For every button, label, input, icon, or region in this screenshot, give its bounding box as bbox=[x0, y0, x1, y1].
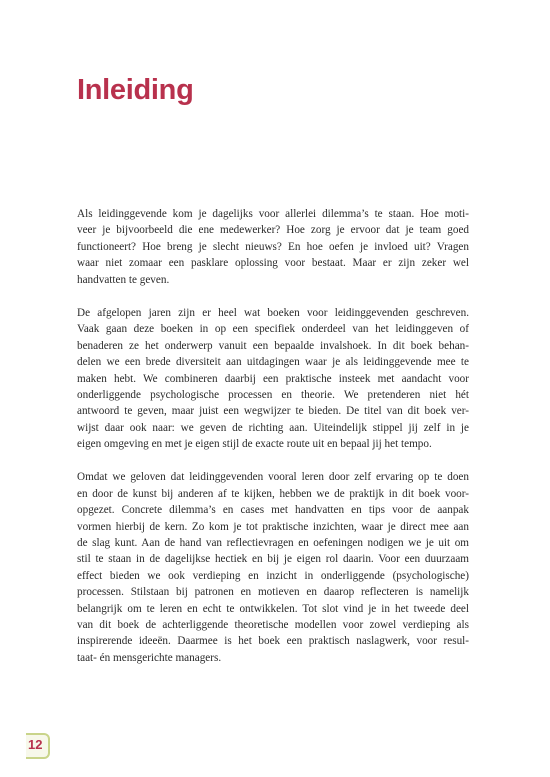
body-text bbox=[77, 206, 469, 683]
text-line: en door de kunst bij anderen af te kijken, hebben we de praktijk in dit boek voor- bbox=[77, 487, 469, 500]
text-line: maken hebt. We combineren daarbij een praktische insteek met aandacht voor bbox=[77, 372, 469, 385]
text-line: benaderen ze het onderwerp vanuit een bepaalde invalshoek. In dit boek behan- bbox=[77, 339, 469, 352]
page-number: 12 bbox=[28, 737, 43, 752]
text-line: vormen hierbij de kern. Zo kom je tot praktische inzichten, waar je direct mee aan bbox=[77, 520, 469, 533]
text-line: Vaak gaan deze boeken in op een specifiek onderdeel van het leidinggeven of bbox=[77, 323, 469, 336]
text-line: de slag kunt. Aan de hand van reflectievragen en oefeningen nodigen we je uit om bbox=[77, 537, 469, 550]
text-line: stil te staan in de dagelijkse hectiek en bij je eigen rol daarin. Voor een duurzaam bbox=[77, 553, 469, 566]
paragraph-3 bbox=[77, 469, 469, 666]
text-line: effect bieden we ook verdieping en inzicht in onderliggende (psychologische) bbox=[77, 569, 469, 582]
text-line: inspirerende ideeën. Daarmee is het boek een praktisch naslagwerk, voor resul- bbox=[77, 635, 469, 648]
text-line: onderliggende psychologische processen en theorie. We pretenderen niet hét bbox=[77, 388, 469, 401]
text-line: veer je bijvoorbeeld die ene medewerker? Hoe zorg je ervoor dat je team goed bbox=[77, 224, 469, 237]
text-line: waar niet zomaar een pasklare oplossing voor bestaat. Maar er zijn zeker wel bbox=[77, 257, 469, 270]
text-line: functioneert? Hoe breng je slecht nieuws? En hoe oefen je invloed uit? Vragen bbox=[77, 240, 469, 253]
paragraph-2 bbox=[77, 305, 469, 453]
text-line: van dit boek de achterliggende theoretische modellen voor zowel verdieping als bbox=[77, 618, 469, 631]
chapter-title: Inleiding bbox=[77, 74, 194, 106]
text-line: eigen omgeving en met je eigen stijl de exacte route uit en bepaal jij het tempo. bbox=[77, 438, 432, 451]
text-line: Als leidinggevende kom je dagelijks voor allerlei dilemma’s te staan. Hoe moti- bbox=[77, 208, 469, 220]
text-line: taat- én mensgerichte managers. bbox=[77, 651, 222, 664]
text-line: De afgelopen jaren zijn er heel wat boeken voor leidinggevenden geschreven. bbox=[77, 306, 469, 319]
text-line: handvatten te geven. bbox=[77, 273, 170, 286]
text-line: antwoord te geven, maar juist een wegwijzer te bieden. De titel van dit boek ver- bbox=[77, 405, 469, 418]
text-line: belangrijk om te leren en echt te ontwikkelen. Tot slot vind je in het tweede deel bbox=[77, 602, 469, 615]
text-line: delen we een brede diversiteit aan uitdagingen waar je als leidinggevende mee te bbox=[77, 356, 469, 369]
text-line: wijst daar ook naar: we geven de richting aan. Uiteindelijk stippel jij zelf in je bbox=[77, 421, 469, 434]
text-line: opgezet. Concrete dilemma’s en cases met handvatten en tips voor de aanpak bbox=[77, 504, 469, 517]
paragraph-1 bbox=[77, 206, 469, 288]
text-line: Omdat we geloven dat leidinggevenden vooral leren door zelf ervaring op te doen bbox=[77, 471, 469, 484]
text-line: processen. Stilstaan bij patronen en motieven en daarop reflecteren is namelijk bbox=[77, 586, 469, 599]
